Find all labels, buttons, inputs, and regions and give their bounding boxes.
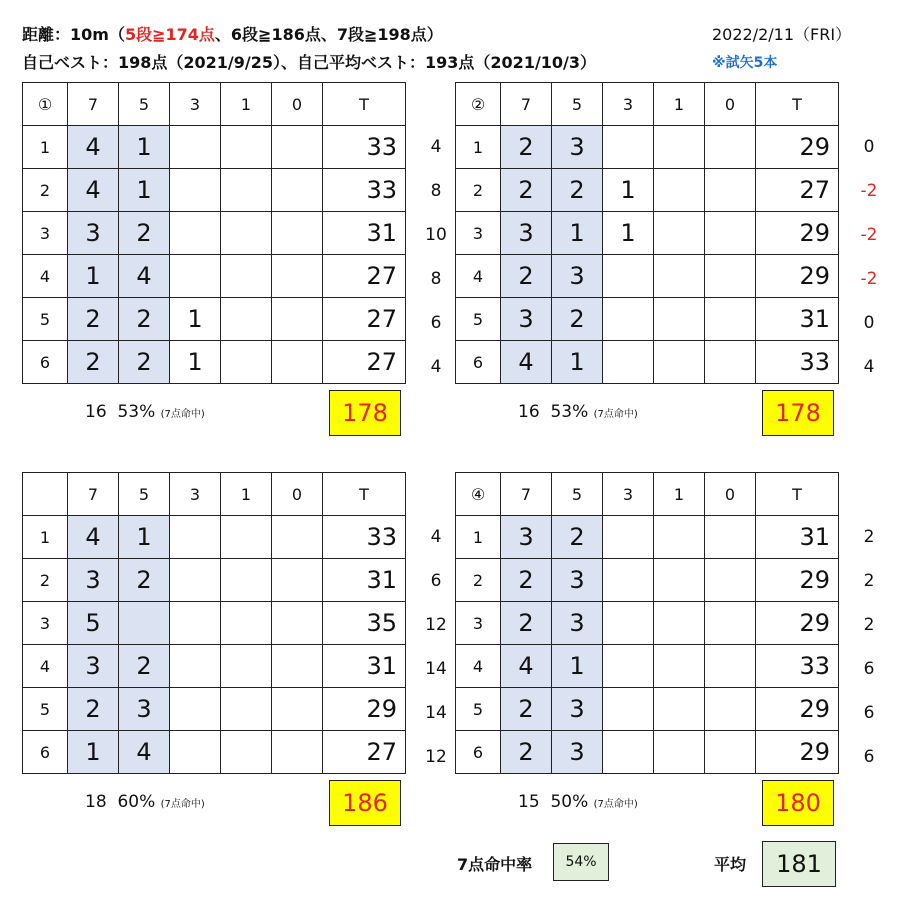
count-cell-5: 4 <box>119 255 170 298</box>
side-value: 0 <box>863 313 875 333</box>
end-number: 2 <box>23 559 68 602</box>
distance-suffix: 、6段≧186点、7段≧198点） <box>214 25 443 44</box>
round-3-table <box>22 472 406 774</box>
side-value: -2 <box>860 181 878 201</box>
side-value: 6 <box>863 659 875 679</box>
end-total: 27 <box>323 341 406 384</box>
count-cell-7: 2 <box>68 341 119 384</box>
side-value: 6 <box>863 703 875 723</box>
side-value: -2 <box>860 269 878 289</box>
count-cell-0 <box>272 731 323 774</box>
table-row <box>456 126 839 169</box>
count-cell-1 <box>654 602 705 645</box>
column-header: 1 <box>221 83 272 126</box>
column-header: T <box>756 473 839 516</box>
side-value: 8 <box>430 181 442 201</box>
table-row <box>23 212 406 255</box>
end-number: 6 <box>23 341 68 384</box>
count-cell-5: 2 <box>119 645 170 688</box>
count-cell-5: 3 <box>552 731 603 774</box>
count-cell-7: 1 <box>68 731 119 774</box>
round-2-block <box>455 82 839 384</box>
hit-summary <box>518 402 638 422</box>
end-number: 4 <box>456 645 501 688</box>
end-total: 29 <box>323 688 406 731</box>
hit-rate-box <box>553 843 609 881</box>
table-row <box>456 255 839 298</box>
round-2-table <box>455 82 839 384</box>
side-value: 4 <box>430 357 442 377</box>
end-total: 35 <box>323 602 406 645</box>
end-number: 3 <box>456 602 501 645</box>
count-cell-3 <box>170 169 221 212</box>
table-row <box>456 516 839 559</box>
count-cell-3 <box>603 516 654 559</box>
end-number: 2 <box>456 169 501 212</box>
end-total: 29 <box>756 688 839 731</box>
count-cell-7: 5 <box>68 602 119 645</box>
side-value: 4 <box>430 527 442 547</box>
personal-best-line: 自己ベスト：198点（2021/9/25）、自己平均ベスト：193点（2021/10/3） <box>22 53 597 72</box>
table-row <box>456 602 839 645</box>
end-number: 6 <box>456 731 501 774</box>
count-cell-5: 2 <box>552 516 603 559</box>
column-header: 5 <box>552 83 603 126</box>
round-3-block <box>22 472 406 774</box>
column-header: 1 <box>654 83 705 126</box>
end-total: 33 <box>323 169 406 212</box>
side-value: 2 <box>863 615 875 635</box>
table-row <box>456 688 839 731</box>
round-total-score: 178 <box>329 390 401 436</box>
end-total: 27 <box>323 298 406 341</box>
table-row <box>23 516 406 559</box>
count-cell-5: 1 <box>552 645 603 688</box>
count-cell-1 <box>654 126 705 169</box>
count-cell-0 <box>705 688 756 731</box>
count-cell-3 <box>170 559 221 602</box>
count-cell-5: 3 <box>552 559 603 602</box>
count-cell-5: 2 <box>119 212 170 255</box>
end-total: 27 <box>323 731 406 774</box>
table-row <box>456 559 839 602</box>
count-cell-3 <box>603 645 654 688</box>
session-date: 2022/2/11（FRI） <box>712 25 852 44</box>
count-cell-3: 1 <box>603 212 654 255</box>
round-1-table <box>22 82 406 384</box>
count-cell-0 <box>705 169 756 212</box>
count-cell-0 <box>705 212 756 255</box>
count-cell-1 <box>221 126 272 169</box>
count-cell-7: 1 <box>68 255 119 298</box>
count-cell-7: 3 <box>68 559 119 602</box>
count-cell-1 <box>654 559 705 602</box>
hit-rate-label: 7点命中率 <box>457 855 533 874</box>
count-cell-3 <box>170 255 221 298</box>
count-cell-0 <box>272 341 323 384</box>
count-cell-5: 3 <box>119 688 170 731</box>
side-value: 4 <box>430 137 442 157</box>
count-cell-5: 3 <box>552 255 603 298</box>
end-number: 6 <box>456 341 501 384</box>
hit-rate-note: (7点命中) <box>160 409 205 420</box>
count-cell-7: 2 <box>501 169 552 212</box>
count-cell-5: 1 <box>119 516 170 559</box>
count-cell-3 <box>603 602 654 645</box>
count-cell-1 <box>654 169 705 212</box>
count-cell-5: 3 <box>552 688 603 731</box>
end-number: 3 <box>23 212 68 255</box>
end-number: 3 <box>456 212 501 255</box>
side-value: 6 <box>863 747 875 767</box>
round-4-block <box>455 472 839 774</box>
end-total: 31 <box>323 212 406 255</box>
end-number: 3 <box>23 602 68 645</box>
column-header: 7 <box>68 473 119 516</box>
side-value: -2 <box>860 225 878 245</box>
hit-summary <box>85 792 205 812</box>
count-cell-1 <box>221 602 272 645</box>
end-number: 2 <box>23 169 68 212</box>
count-cell-7: 4 <box>501 341 552 384</box>
count-cell-3 <box>603 731 654 774</box>
side-value: 8 <box>430 269 442 289</box>
hit-rate-note: (7点命中) <box>593 409 638 420</box>
end-total: 31 <box>756 298 839 341</box>
count-cell-3 <box>170 126 221 169</box>
hit-rate-note: (7点命中) <box>593 799 638 810</box>
end-total: 31 <box>756 516 839 559</box>
column-header: 7 <box>501 473 552 516</box>
table-row <box>23 602 406 645</box>
table-row <box>23 341 406 384</box>
count-cell-1 <box>221 341 272 384</box>
hit-rate-note: (7点命中) <box>160 799 205 810</box>
count-cell-0 <box>705 126 756 169</box>
count-cell-5: 4 <box>119 731 170 774</box>
hit-rate: 53% <box>117 402 156 422</box>
count-cell-5: 2 <box>119 559 170 602</box>
count-cell-5: 3 <box>552 602 603 645</box>
end-total: 31 <box>323 645 406 688</box>
table-row <box>23 169 406 212</box>
table-row <box>23 559 406 602</box>
count-cell-0 <box>272 645 323 688</box>
end-number: 4 <box>23 255 68 298</box>
table-row <box>456 212 839 255</box>
column-header: T <box>323 83 406 126</box>
count-cell-7: 2 <box>501 731 552 774</box>
end-number: 1 <box>23 126 68 169</box>
end-total: 33 <box>756 645 839 688</box>
column-header: 0 <box>272 83 323 126</box>
round-number-label <box>23 473 68 516</box>
table-header-row <box>456 83 839 126</box>
count-cell-1 <box>654 255 705 298</box>
column-header: 5 <box>552 473 603 516</box>
count-cell-3 <box>170 212 221 255</box>
table-row <box>456 298 839 341</box>
table-row <box>456 731 839 774</box>
count-cell-5: 2 <box>552 298 603 341</box>
count-cell-5: 1 <box>552 341 603 384</box>
distance-header <box>22 22 443 45</box>
hit-rate: 50% <box>550 792 589 812</box>
count-cell-0 <box>272 516 323 559</box>
count-cell-5: 2 <box>119 298 170 341</box>
column-header: 3 <box>170 83 221 126</box>
count-cell-1 <box>221 645 272 688</box>
count-cell-7: 4 <box>68 126 119 169</box>
count-cell-3 <box>170 688 221 731</box>
count-cell-7: 3 <box>501 298 552 341</box>
count-cell-0 <box>272 602 323 645</box>
count-cell-3 <box>170 731 221 774</box>
count-cell-7: 2 <box>501 559 552 602</box>
count-cell-7: 4 <box>68 516 119 559</box>
column-header: 0 <box>272 473 323 516</box>
count-cell-1 <box>654 688 705 731</box>
count-cell-1 <box>654 298 705 341</box>
count-cell-7: 2 <box>68 688 119 731</box>
count-cell-0 <box>705 645 756 688</box>
count-cell-0 <box>705 516 756 559</box>
end-number: 5 <box>23 298 68 341</box>
count-cell-3 <box>603 298 654 341</box>
count-cell-3: 1 <box>170 298 221 341</box>
count-cell-1 <box>221 298 272 341</box>
side-value: 10 <box>425 225 447 245</box>
count-cell-5 <box>119 602 170 645</box>
count-cell-7: 3 <box>501 516 552 559</box>
end-total: 29 <box>756 212 839 255</box>
count-cell-1 <box>654 645 705 688</box>
table-row <box>23 645 406 688</box>
column-header: T <box>323 473 406 516</box>
side-value: 2 <box>863 527 875 547</box>
side-value: 2 <box>863 571 875 591</box>
end-total: 27 <box>756 169 839 212</box>
count-cell-7: 4 <box>501 645 552 688</box>
count-cell-3 <box>603 255 654 298</box>
side-value: 4 <box>863 357 875 377</box>
end-total: 33 <box>756 341 839 384</box>
count-cell-7: 3 <box>68 645 119 688</box>
end-total: 29 <box>756 731 839 774</box>
count-cell-5: 1 <box>119 169 170 212</box>
count-cell-5: 2 <box>119 341 170 384</box>
table-header-row <box>23 83 406 126</box>
column-header: 7 <box>501 83 552 126</box>
count-cell-7: 3 <box>68 212 119 255</box>
count-cell-0 <box>272 298 323 341</box>
count-cell-5: 2 <box>552 169 603 212</box>
count-cell-0 <box>272 212 323 255</box>
count-cell-0 <box>272 688 323 731</box>
end-number: 4 <box>456 255 501 298</box>
count-cell-7: 3 <box>501 212 552 255</box>
table-row <box>23 688 406 731</box>
count-cell-0 <box>272 169 323 212</box>
count-cell-7: 2 <box>501 126 552 169</box>
column-header: 7 <box>68 83 119 126</box>
count-cell-3: 1 <box>170 341 221 384</box>
count-cell-0 <box>705 731 756 774</box>
round-total-score: 178 <box>762 390 834 436</box>
end-total: 29 <box>756 602 839 645</box>
end-total: 29 <box>756 126 839 169</box>
count-cell-0 <box>272 559 323 602</box>
hit-count: 15 <box>518 792 540 812</box>
end-total: 33 <box>323 516 406 559</box>
count-cell-5: 3 <box>552 126 603 169</box>
end-number: 1 <box>456 126 501 169</box>
table-row <box>456 169 839 212</box>
column-header: 0 <box>705 473 756 516</box>
average-box <box>762 841 836 887</box>
column-header: 1 <box>654 473 705 516</box>
hit-rate: 60% <box>117 792 156 812</box>
round-number-label: ④ <box>456 473 501 516</box>
end-number: 4 <box>23 645 68 688</box>
count-cell-7: 4 <box>68 169 119 212</box>
table-row <box>23 255 406 298</box>
count-cell-0 <box>705 559 756 602</box>
count-cell-3 <box>170 516 221 559</box>
count-cell-0 <box>272 255 323 298</box>
round-total-score: 186 <box>329 780 401 826</box>
end-total: 29 <box>756 255 839 298</box>
count-cell-7: 2 <box>501 602 552 645</box>
count-cell-3: 1 <box>603 169 654 212</box>
end-number: 1 <box>456 516 501 559</box>
round-total-score: 180 <box>762 780 834 826</box>
table-row <box>23 126 406 169</box>
count-cell-1 <box>221 255 272 298</box>
side-value: 6 <box>430 571 442 591</box>
hit-count: 18 <box>85 792 107 812</box>
average-label: 平均 <box>714 855 747 874</box>
hit-count: 16 <box>85 402 107 422</box>
end-total: 31 <box>323 559 406 602</box>
end-number: 2 <box>456 559 501 602</box>
round-number-label: ② <box>456 83 501 126</box>
side-value: 6 <box>430 313 442 333</box>
column-header: 3 <box>170 473 221 516</box>
side-value: 0 <box>863 137 875 157</box>
distance-5dan-threshold: 5段≧174点 <box>124 25 215 44</box>
distance-prefix: 距離：10m（ <box>22 25 125 44</box>
hit-summary <box>518 792 638 812</box>
count-cell-0 <box>705 255 756 298</box>
count-cell-1 <box>654 341 705 384</box>
warmup-note: ※試矢5本 <box>712 55 778 71</box>
count-cell-3 <box>603 559 654 602</box>
end-number: 5 <box>23 688 68 731</box>
end-total: 33 <box>323 126 406 169</box>
average-value: 181 <box>776 850 822 878</box>
column-header: 0 <box>705 83 756 126</box>
table-header-row <box>23 473 406 516</box>
count-cell-1 <box>221 731 272 774</box>
count-cell-1 <box>654 516 705 559</box>
side-value: 12 <box>425 615 447 635</box>
count-cell-3 <box>170 602 221 645</box>
count-cell-1 <box>654 212 705 255</box>
column-header: 5 <box>119 473 170 516</box>
count-cell-1 <box>654 731 705 774</box>
hit-summary <box>85 402 205 422</box>
table-row <box>456 341 839 384</box>
count-cell-1 <box>221 559 272 602</box>
count-cell-1 <box>221 212 272 255</box>
count-cell-5: 1 <box>119 126 170 169</box>
end-number: 1 <box>23 516 68 559</box>
round-4-table <box>455 472 839 774</box>
side-value: 14 <box>425 703 447 723</box>
end-number: 5 <box>456 298 501 341</box>
end-number: 6 <box>23 731 68 774</box>
count-cell-0 <box>272 126 323 169</box>
count-cell-1 <box>221 688 272 731</box>
count-cell-3 <box>170 645 221 688</box>
side-value: 12 <box>425 747 447 767</box>
column-header: T <box>756 83 839 126</box>
count-cell-0 <box>705 341 756 384</box>
round-number-label: ① <box>23 83 68 126</box>
table-row <box>23 731 406 774</box>
table-row <box>456 645 839 688</box>
count-cell-0 <box>705 298 756 341</box>
hit-rate: 53% <box>550 402 589 422</box>
count-cell-1 <box>221 516 272 559</box>
count-cell-7: 2 <box>68 298 119 341</box>
count-cell-1 <box>221 169 272 212</box>
count-cell-3 <box>603 341 654 384</box>
table-header-row <box>456 473 839 516</box>
count-cell-5: 1 <box>552 212 603 255</box>
column-header: 3 <box>603 83 654 126</box>
column-header: 1 <box>221 473 272 516</box>
count-cell-7: 2 <box>501 255 552 298</box>
end-total: 27 <box>323 255 406 298</box>
round-1-block <box>22 82 406 384</box>
end-number: 5 <box>456 688 501 731</box>
side-value: 14 <box>425 659 447 679</box>
hit-count: 16 <box>518 402 540 422</box>
column-header: 5 <box>119 83 170 126</box>
count-cell-7: 2 <box>501 688 552 731</box>
count-cell-0 <box>705 602 756 645</box>
column-header: 3 <box>603 473 654 516</box>
count-cell-3 <box>603 688 654 731</box>
count-cell-3 <box>603 126 654 169</box>
table-row <box>23 298 406 341</box>
hit-rate-value: 54% <box>565 854 597 870</box>
end-total: 29 <box>756 559 839 602</box>
